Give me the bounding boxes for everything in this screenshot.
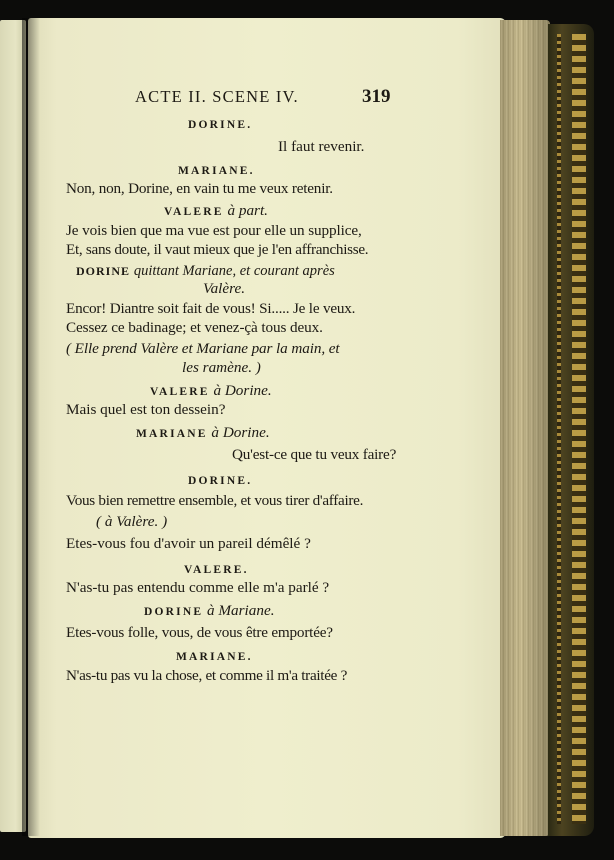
page-number: 319 (362, 86, 391, 107)
stage-direction: quittant Mariane, et courant après (133, 263, 335, 279)
stage-direction: ( à Valère. ) (96, 513, 168, 530)
verse-line: Mais quel est ton dessein? (66, 401, 226, 418)
stage-direction: Valère. (203, 280, 246, 297)
speaker-name: DORINE (144, 606, 204, 618)
verse-line: Je vois bien que ma vue est pour elle un supplice, (66, 222, 362, 239)
speaker-name: VALERE (150, 386, 210, 398)
verse-line: N'as-tu pas entendu comme elle m'a parlé ? (66, 579, 330, 596)
speaker-heading (150, 382, 272, 401)
speaker-heading (144, 602, 275, 621)
speaker-heading: DORINE. (188, 475, 253, 487)
page-fore-edge-shade (500, 20, 550, 836)
speaker-heading: MARIANE. (176, 651, 253, 663)
stage-direction: à Dorine. (211, 424, 270, 441)
speaker-heading: DORINE. (188, 119, 253, 131)
book-cover-edge (548, 24, 594, 836)
speaker-heading (76, 262, 335, 280)
verse-line: Non, non, Dorine, en vain tu me veux retenir. (66, 180, 333, 197)
verse-line: Il faut revenir. (278, 138, 365, 155)
stage-direction: à part. (227, 202, 268, 219)
speaker-heading (164, 202, 268, 221)
gilt-border-inner (557, 34, 561, 824)
verse-line: Etes-vous folle, vous, de vous être emportée? (66, 624, 333, 641)
stage-direction: les ramène. ) (182, 359, 261, 376)
verse-line: Vous bien remettre ensemble, et vous tirer d'affaire. (66, 492, 364, 509)
verse-line: Qu'est-ce que tu veux faire? (232, 446, 397, 463)
verse-line: N'as-tu pas vu la chose, et comme il m'a traitée ? (66, 667, 348, 684)
speaker-heading: VALERE. (184, 564, 249, 576)
speaker-name: DORINE (76, 264, 131, 278)
verse-line: Encor! Diantre soit fait de vous! Si..... Je le veux. (66, 300, 356, 317)
speaker-name: VALERE (164, 206, 224, 218)
stage-direction: ( Elle prend Valère et Mariane par la main, et (66, 340, 340, 357)
verse-line: Et, sans doute, il vaut mieux que je l'en affranchisse. (66, 241, 369, 258)
verse-line: Etes-vous fou d'avoir un pareil démêlé ? (66, 535, 311, 552)
speaker-heading: MARIANE. (178, 165, 255, 177)
stage-direction: à Mariane. (207, 602, 275, 619)
running-title: ACTE II. SCENE IV. (135, 87, 299, 106)
gutter-shadow (22, 18, 40, 836)
verse-line: Cessez ce badinage; et venez-çà tous deux. (66, 319, 323, 336)
stage-direction: à Dorine. (213, 382, 272, 399)
speaker-heading (136, 424, 270, 443)
gilt-border (572, 34, 586, 824)
speaker-name: MARIANE (136, 428, 208, 440)
